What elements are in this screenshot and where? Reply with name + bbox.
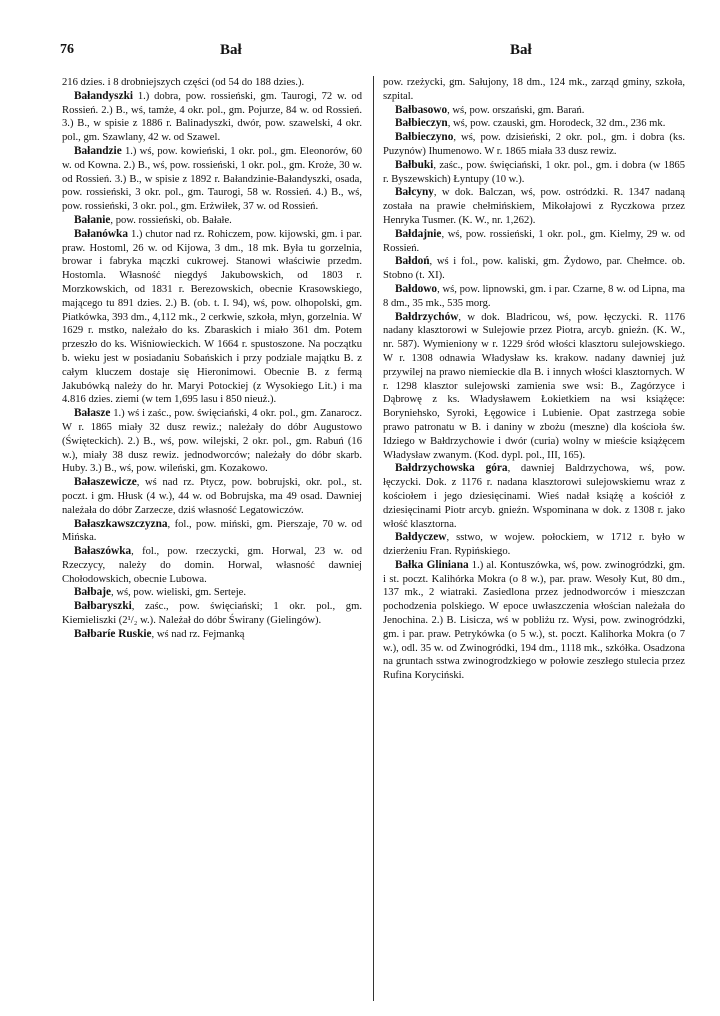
entry-headword: Bałanówka — [74, 227, 128, 240]
dictionary-entry — [62, 76, 362, 90]
entry-headword: Bałbuki — [395, 158, 434, 171]
entry-headword: Bałdrzychowska góra — [395, 462, 508, 475]
dictionary-entry — [62, 545, 362, 586]
dictionary-entry — [383, 104, 685, 118]
entry-text: , wś nad rz. Ptycz, pow. bobrujski, okr. pol., st. poczt. i gm. Hłusk (4 w.), 44 w. od Bobrujska, ma 49 osad. Dawniej należała do dóbr Zarzecze, dziś własność Legatowiczów. — [62, 477, 362, 516]
entry-text: , wś, pow. rossieński, 1 okr. pol., gm. Kielmy, 29 w. od Rossień. — [383, 228, 685, 254]
left-column — [62, 76, 362, 642]
dictionary-entry — [62, 214, 362, 228]
dictionary-entry — [62, 228, 362, 407]
entry-headword: Bałbaríe Ruskie — [74, 627, 152, 640]
entry-headword: Bałaszówka — [74, 545, 132, 558]
entry-text: , wś, pow. wieliski, gm. Serteje. — [111, 587, 246, 599]
dictionary-entry — [62, 90, 362, 145]
entry-headword: Bałbieczyno — [395, 131, 454, 144]
entry-text: 216 dzies. i 8 drobniejszych części (od 54 do 188 dzies.). — [62, 77, 305, 88]
entry-text: , w dok. Bladricou, wś, pow. łęczycki. R. 1176 nadany klasztorowi w Sulejowie przez Piotra, arcyb. gnieźn. (K. W., nr. 587). Wymieniony w r. 1229 śród włości klasztoru sulejowskiego. W r. 1308 odnawia Władysław ks. krakow. nadany dawniej już przywilej na prawo niemieckie dla B. i innych włości klasztornych. W r. 1298 klasztor sulejowski zamienia swe wsi: B., Zagórzyce i Dąbrowę z ks. Władysławem Łokietkiem na wsi książęce: Boryniehsko, Syroki, Łęgowice i Lubienie. Opat zastrzega sobie prawo patronatu w B. i daniny w zbożu (meszne) dla kościoła św. Idziego w Bałdrzychowie i dwór (curia) wolny w mieście książęcem Władysław zwanym. (Kod. dypl. pol., III, 165). — [383, 311, 685, 461]
entry-text: , wś, pow. dzisieński, 2 okr. pol., gm. i dobra (ks. Puzynów) Ihumenowo. W r. 1865 miała 33 dusz rewiz. — [383, 132, 685, 157]
entry-headword: Bałanie — [74, 213, 111, 226]
entry-headword: Bałandzie — [74, 144, 122, 157]
entry-text: pow. rzeżycki, gm. Sałujony, 18 dm., 124 mk., zarząd gminy, szkoła, szpital. — [383, 77, 685, 102]
entry-text: , wś i fol., pow. kaliski, gm. Żydowo, par. Chełmce. ob. Stobno (t. XI). — [383, 256, 685, 282]
entry-headword: Bałdyczew — [395, 531, 447, 544]
dictionary-entry — [383, 159, 685, 187]
dictionary-entry — [383, 255, 685, 283]
dictionary-entry — [62, 518, 362, 546]
dictionary-entry — [62, 145, 362, 214]
dictionary-entry — [383, 117, 685, 131]
entry-text: 1.) wś, pow. kowieński, 1 okr. pol., gm. Eleonorów, 60 w. od Kowna. 2.) B., wś, pow. rossieński, 1 okr. pol., gm. Kroże, 30 w. od Rossień. 3.) B., w spisie z 1892 r. Bałandzinie-Bałandyszki, osada, pow. rossieński, 3 okr. pol., gm. Taurogi, 58 w. Rossień. 4.) B., wś, pow. rossieński, 3 okr. pol., gm. Erżwiłek, 37 w. od Rossień. — [62, 145, 362, 213]
entry-headword: Bałaszkawszczyzna — [74, 517, 168, 530]
entry-headword: Bałka Gliniana — [395, 558, 469, 571]
dictionary-entry — [62, 407, 362, 476]
entry-headword: Bałbasowo — [395, 103, 448, 116]
entry-text: 1.) wś i zaśc., pow. święciański, 4 okr. pol., gm. Zanarocz. W r. 1865 miały 32 dusz rewiz.; należały do dóbr Augustowo (Święteckich). 2.) B., wś, pow. wilejski, 2 okr. pol., gm. Rabuń (16 w.), miały 38 dusz rewiz. jednodworców; należały do dóbr skarb. Huby. 3.) B., wś, pow. wileński, gm. Kozakowo. — [62, 408, 362, 475]
dictionary-entry — [383, 462, 685, 531]
entry-headword: Bałbieczyn — [395, 117, 448, 130]
dictionary-entry — [62, 628, 362, 642]
dictionary-entry — [383, 186, 685, 227]
dictionary-entry — [383, 131, 685, 159]
entry-headword: Bałcyny — [395, 186, 434, 199]
dictionary-entry — [383, 283, 685, 311]
column-divider — [373, 76, 374, 1001]
entry-text: , fol., pow. rzeczycki, gm. Horwal, 23 w. od Rzeczycy, należy do domin. Horwal, własność dawniej Chołodowskich, obecnie Lubowa. — [62, 546, 362, 585]
entry-text: , sstwo, w wojew. połockiem, w 1712 r. było w dzierżeniu Fran. Rypińskiego. — [383, 532, 685, 558]
entry-text: , pow. rossieński, ob. Bałałe. — [110, 214, 232, 226]
entry-headword: Bałbaryszki — [74, 600, 132, 613]
entry-headword: Bałasze — [74, 407, 111, 420]
page-header — [60, 42, 680, 66]
entry-text: , wś, pow. orszański, gm. Barań. — [447, 104, 585, 116]
right-column — [383, 76, 685, 683]
entry-text: , wś, pow. czauski, gm. Horodeck, 32 dm., 236 mk. — [447, 118, 666, 130]
entry-text: , fol., pow. miński, gm. Pierszaje, 70 w. od Mińska. — [62, 518, 362, 544]
dictionary-entry — [62, 586, 362, 600]
entry-headword: Bałdajnie — [395, 227, 442, 240]
dictionary-entry — [62, 476, 362, 517]
entry-text: 1.) dobra, pow. rossieński, gm. Taurogi, 72 w. od Rossień. 2.) B., wś, tamże, 4 okr. pol., gm. Pojurze, 84 w. od Rossień. 3.) B., w spisie z 1886 r. Balinadyszki, dwór, pow. szawelski, 4 okr. pol., gm. Szawlany, 42 w. od Szawel. — [62, 90, 362, 144]
entry-headword: Bałdrzychów — [395, 310, 459, 323]
entry-text: , dawniej Baldrzychowa, wś, pow. łęczycki. Dok. z 1176 r. nadana klasztorowi sulejowskiemu wraz z kościołem i jego dziesięcinami. Wieś nadał książę a kościół z dziesięcinami Piotr arcyb. gnieźn. Wspominana w dok. z 1308 r. jako włość klasztorna. — [383, 463, 686, 530]
entry-text: , wś, pow. lipnowski, gm. i par. Czarne, 8 w. od Lipna, ma 8 dm., 35 mk., 535 morg. — [383, 283, 685, 309]
entry-headword: Bałdowo — [395, 282, 438, 295]
dictionary-entry — [383, 311, 685, 463]
entry-headword: Bałandyszki — [74, 89, 134, 102]
entry-text: , zaśc., pow. święciański; 1 okr. pol., gm. Kiemieliszki (2¹/₂ w.). Należał do dóbr Świrany (Gielingów). — [62, 601, 362, 627]
page-number: 76 — [60, 42, 74, 57]
dictionary-entry — [383, 559, 685, 683]
entry-text: , wś nad rz. Fejmanką — [151, 628, 245, 640]
running-head-left: Bał — [220, 42, 242, 58]
dictionary-entry — [62, 600, 362, 628]
entry-headword: Bałaszewicze — [74, 476, 137, 489]
entry-text: , w dok. Balczan, wś, pow. ostródzki. R. 1347 nadaną została na prawie chełmińskiem, Mikołajowi z Ryczkowa przez Henryka Tusmer. (K. W., nr. 1,262). — [383, 187, 685, 226]
entry-text: 1.) chutor nad rz. Rohiczem, pow. kijowski, gm. i par. praw. Hostoml, 26 w. od Kijowa, 3 dm., 18 mk. Była tu gorzelnia, browar i fabryka mączki cukrowej. Stanowi właściwie przedm. Hostomla. Własność niegdyś Jakubowskich, od 1803 r. Morzkowskich, od 1831 r. Berezowskich, obecnie Krasowskiego, mającego tu 891 dzies. 2.) B. (ob. t. I. 94), wś, pow. olhopolski, gm. Piatkówka, 393 dm., 4,112 mk., 2 cerkwie, szkoła, młyn, gorzelnia. W 1629 r. mstko, należało do ks. Zbaraskich i miało 361 dm. Potem przeszło do ks. Wiśniowieckich. W 1664 r. spustoszone. Na początku b. wieku jest w posiadaniu Sobańskich i przy podziale majątku B. z całym kluczem dostaje się Hieronimowi. Obecnie B. z fermą Jakubówką należy do hr. Maryi Potockiej (z Wysokiego Lit.) i ma 4.816 dzies. ziemi (w tem 1,695 lasu i 850 nieuż.). — [62, 228, 362, 406]
running-head-right: Bał — [510, 42, 532, 58]
dictionary-entry — [383, 228, 685, 256]
entry-headword: Bałdoń — [395, 255, 430, 268]
entry-text: , zaśc., pow. święciański, 1 okr. pol., gm. i dobra (w 1865 r. Byszewskich) Łyntupy (10 w.). — [383, 159, 685, 185]
entry-headword: Bałbaje — [74, 586, 112, 599]
dictionary-entry — [383, 76, 685, 104]
entry-text: 1.) al. Kontuszówka, wś, pow. zwinogródzki, gm. i st. poczt. Kalihórka Mokra (o 8 w.), par. praw. Wesoły Kut, 80 dm., 137 mk., 2 wiatraki. Zasiedlona przez jednodworców i mieszczan pochodzenia polskiego. W epoce uwłaszczenia włościan należała do Jenochina. 2.) B. Lisicza, wś w pobliżu rz. Wysi, pow. zwinogródzki, gm. i par. praw. Petrykówka (o 5 w.), st. poczt. Kalihorka Mokra (o 7 w.), odl. 35 w. od Zwinogródki, 194 dm., 1118 mk., szkółka. Osadzona na gruntach sstwa zwinogrodzkiego w połowie zeszłego stulecia przez Rufina Koryciński. — [383, 559, 685, 682]
dictionary-entry — [383, 531, 685, 559]
